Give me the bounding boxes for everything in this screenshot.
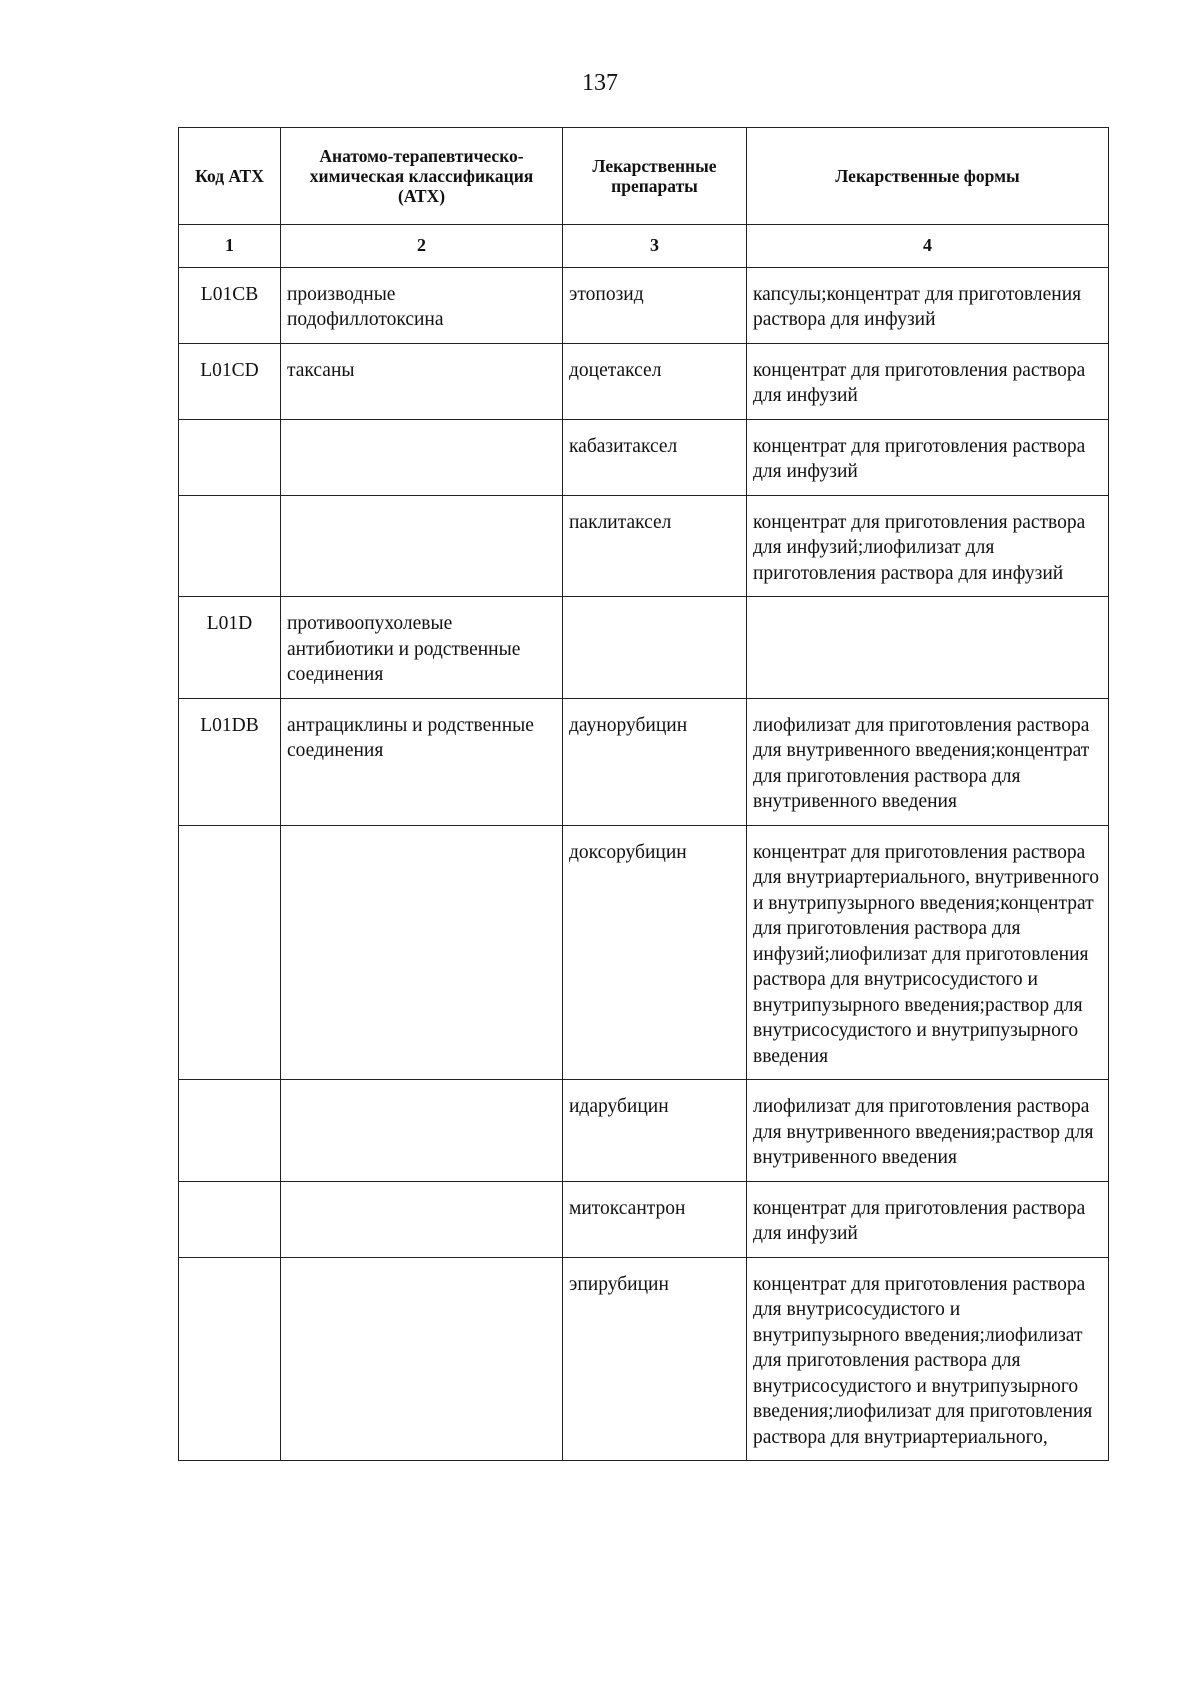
dosage-forms-cell (747, 1080, 1109, 1182)
drug-cell: этопозид (563, 267, 747, 343)
table-row (179, 267, 1109, 343)
drug-cell: кабазитаксел (563, 419, 747, 495)
classification-cell (281, 825, 563, 1080)
drug-cell: доцетаксел (563, 343, 747, 419)
table-row (179, 1181, 1109, 1257)
atx-code-cell (179, 1257, 281, 1461)
dosage-forms-cell (747, 267, 1109, 343)
table-row (179, 698, 1109, 825)
dosage-form-item: лиофилизат для приготовления раствора для внутрисосудистого и внутрипузырного введения; (753, 943, 1089, 1016)
classification-cell: противоопухолевые антибиотики и родственные соединения (281, 597, 563, 699)
atx-code-cell: L01CB (179, 267, 281, 343)
dosage-form-item: концентрат для приготовления раствора для внутрисосудистого и внутрипузырного введения; (753, 1273, 1086, 1346)
drug-cell: доксорубицин (563, 825, 747, 1080)
classification-cell (281, 1181, 563, 1257)
column-number: 4 (747, 225, 1109, 268)
drug-cell: идарубицин (563, 1080, 747, 1182)
dosage-form-item: лиофилизат для приготовления раствора для внутриартериального, (753, 1401, 1093, 1448)
page-number: 137 (582, 70, 618, 96)
table-row (179, 825, 1109, 1080)
drug-cell: эпирубицин (563, 1257, 747, 1461)
dosage-forms-cell (747, 698, 1109, 825)
dosage-forms-cell (747, 495, 1109, 597)
drug-cell: паклитаксел (563, 495, 747, 597)
drug-cell (563, 597, 747, 699)
dosage-form-item: концентрат для приготовления раствора для инфузий (753, 435, 1086, 482)
dosage-form-item: концентрат для приготовления раствора для инфузий; (753, 892, 1094, 965)
column-number-row (179, 225, 1109, 268)
dosage-forms-cell (747, 419, 1109, 495)
header-dosage-forms: Лекарственные формы (747, 128, 1109, 225)
header-atx-code: Код АТХ (179, 128, 281, 225)
dosage-form-item: концентрат для приготовления раствора для внутриартериального, внутривенного и внутрипузырного введения; (753, 841, 1099, 914)
classification-cell: антрациклины и родственные соединения (281, 698, 563, 825)
table-body (179, 267, 1109, 1461)
dosage-form-item: концентрат для приготовления раствора для инфузий (753, 1197, 1086, 1244)
atx-code-cell (179, 419, 281, 495)
classification-cell (281, 1080, 563, 1182)
atx-code-cell: L01D (179, 597, 281, 699)
dosage-form-item: лиофилизат для приготовления раствора для инфузий (753, 537, 1064, 584)
drug-cell: митоксантрон (563, 1181, 747, 1257)
atx-code-cell: L01CD (179, 343, 281, 419)
dosage-forms-cell (747, 1181, 1109, 1257)
header-classification: Анатомо-терапевтическо-химическая классификация (АТХ) (281, 128, 563, 225)
dosage-forms-cell (747, 597, 1109, 699)
dosage-forms-cell (747, 1257, 1109, 1461)
atx-code-cell (179, 495, 281, 597)
dosage-form-item: лиофилизат для приготовления раствора для внутрисосудистого и внутрипузырного введения; (753, 1324, 1083, 1422)
table-row (179, 343, 1109, 419)
column-number: 3 (563, 225, 747, 268)
dosage-forms-cell (747, 343, 1109, 419)
dosage-form-item: лиофилизат для приготовления раствора для внутривенного введения; (753, 1096, 1090, 1143)
dosage-forms-cell (747, 825, 1109, 1080)
table-row (179, 419, 1109, 495)
table-header-row (179, 128, 1109, 225)
header-drugs: Лекарственные препараты (563, 128, 747, 225)
table-row (179, 597, 1109, 699)
dosage-form-item: концентрат для приготовления раствора для внутривенного введения (753, 740, 1090, 812)
atx-table (178, 127, 1109, 1461)
atx-code-cell (179, 1181, 281, 1257)
table-row (179, 495, 1109, 597)
atx-code-cell (179, 825, 281, 1080)
dosage-form-item: концентрат для приготовления раствора для инфузий (753, 283, 1082, 330)
classification-cell: таксаны (281, 343, 563, 419)
dosage-form-item: раствор для внутрисосудистого и внутрипузырного введения (753, 994, 1083, 1067)
classification-cell (281, 419, 563, 495)
dosage-form-item: концентрат для приготовления раствора для инфузий (753, 359, 1086, 406)
table-row (179, 1257, 1109, 1461)
classification-cell: производные подофиллотоксина (281, 267, 563, 343)
column-number: 1 (179, 225, 281, 268)
dosage-form-item: раствор для внутривенного введения (753, 1121, 1094, 1168)
classification-cell (281, 495, 563, 597)
atx-code-cell (179, 1080, 281, 1182)
classification-cell (281, 1257, 563, 1461)
dosage-form-item: лиофилизат для приготовления раствора для внутривенного введения; (753, 714, 1090, 761)
dosage-form-item: капсулы; (753, 283, 827, 305)
drug-cell: даунорубицин (563, 698, 747, 825)
table-row (179, 1080, 1109, 1182)
atx-code-cell: L01DB (179, 698, 281, 825)
dosage-form-item: концентрат для приготовления раствора для инфузий; (753, 511, 1086, 558)
column-number: 2 (281, 225, 563, 268)
